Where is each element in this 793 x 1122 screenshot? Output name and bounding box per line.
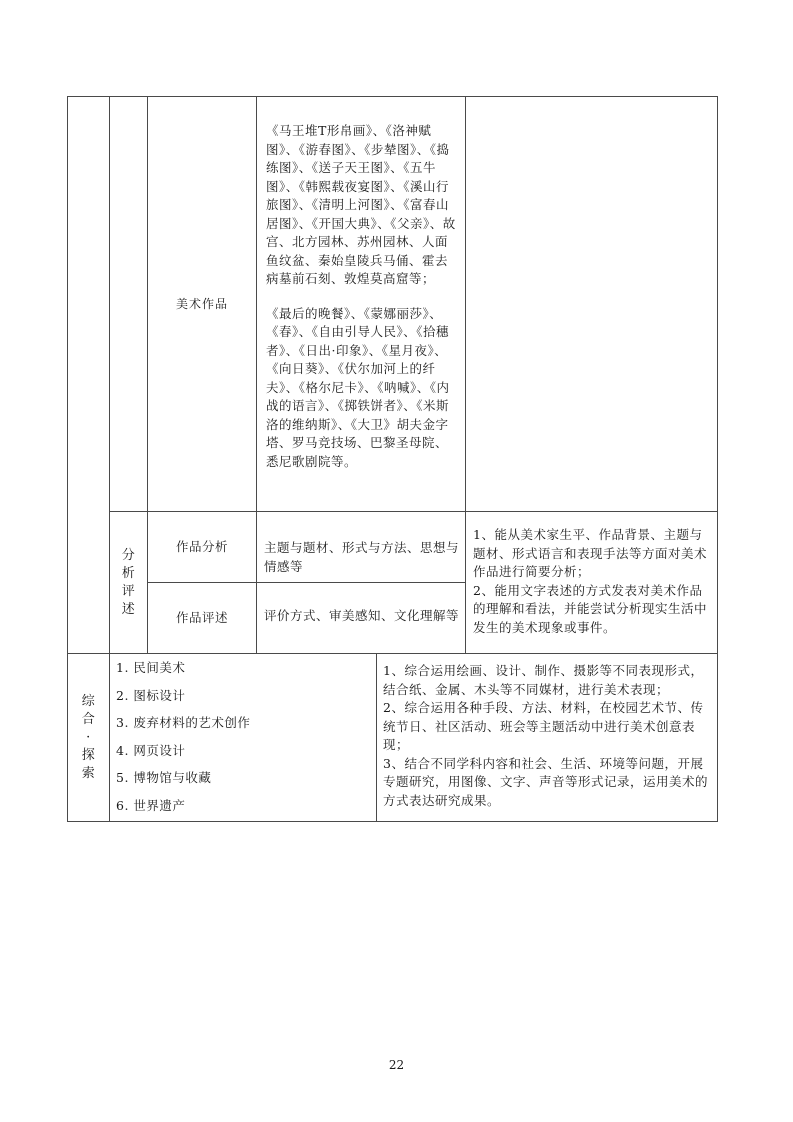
column-divider-category	[109, 96, 110, 822]
synthesis-requirements	[383, 662, 713, 810]
synthesis-category-cell	[68, 654, 109, 821]
synthesis-topic-item: 5. 博物馆与收藏	[116, 770, 212, 785]
column-divider-requirements	[465, 96, 466, 653]
synthesis-topic-item: 6. 世界遗产	[116, 797, 186, 813]
analysis-category-cell	[110, 512, 147, 653]
works-chinese-list: 《马王堆T形帛画》、《洛神赋图》、《游春图》、《步辇图》、《捣练图》、《送子天王图》、《五牛图》、《韩熙载夜宴图》、《溪山行旅图》、《清明上河图》、《富春山居图》、《开国大典》、《父亲》、故宫、北方园林、苏州园林、人面鱼纹盆、秦始皇陵兵马俑、霍去病墓前石刻、敦煌莫高窟等；	[266, 123, 456, 286]
work-analysis-label: 作品分析	[175, 538, 228, 554]
analysis-requirements	[473, 526, 713, 637]
synthesis-requirement-3: 3、结合不同学科内容和社会、生活、环境等问题，开展专题研究，用图像、文字、声音等形式记录，运用美术的方式表达研究成果。	[383, 755, 709, 808]
synthesis-topic-list	[116, 654, 371, 819]
work-review-content: 评价方式、审美感知、文化理解等	[264, 608, 460, 623]
analysis-category-label: 分析评述	[121, 547, 136, 617]
page-number: 22	[388, 1058, 405, 1072]
table-border-right	[717, 96, 718, 822]
column-divider-synthesis	[376, 653, 377, 822]
works-content-cell	[266, 122, 459, 471]
table-border-bottom	[67, 821, 718, 822]
synthesis-requirement-2: 2、综合运用各种手段、方法、材料，在校园艺术节、传统节日、社区活动、班会等主题活动中进行美术创意表现；	[383, 700, 704, 752]
work-analysis-content: 主题与题材、形式与方法、思想与情感等	[264, 540, 460, 574]
works-foreign-list: 《最后的晚餐》、《蒙娜丽莎》、《春》、《自由引导人民》、《拾穗者》、《日出·印象》、《星月夜》、《向日葵》、《伏尔加河上的纤夫》、《格尔尼卡》、《呐喊》、《内战的语言》、《掷铁饼者》、《米斯洛的维纳斯》、《大卫》胡夫金字塔、罗马竞技场、巴黎圣母院、悉尼歌剧院等。	[266, 305, 450, 469]
synthesis-topic-item: 2. 图标设计	[116, 687, 186, 703]
works-label: 美术作品	[175, 296, 228, 311]
column-divider-content	[256, 96, 257, 653]
synthesis-requirement-1: 1、综合运用绘画、设计、制作、摄影等不同表现形式，结合纸、金属、木头等不同媒材，进行美术表现；	[383, 663, 704, 697]
curriculum-table	[67, 96, 718, 822]
synthesis-topic-item: 3. 废弃材料的艺术创作	[116, 715, 251, 730]
synthesis-category-label: 综合·探索	[81, 693, 96, 781]
synthesis-topic-item: 4. 网页设计	[116, 742, 186, 758]
synthesis-topic-item: 1. 民间美术	[116, 660, 186, 675]
analysis-requirement-1: 1、能从美术家生平、作品背景、主题与题材、形式语言和表现手法等方面对美术作品进行简要分析；	[473, 527, 708, 579]
analysis-requirement-2: 2、能用文字表述的方式发表对美术作品的理解和看法，并能尝试分析现实生活中发生的美术现象或事件。	[473, 582, 708, 635]
work-review-label: 作品评述	[175, 609, 228, 625]
